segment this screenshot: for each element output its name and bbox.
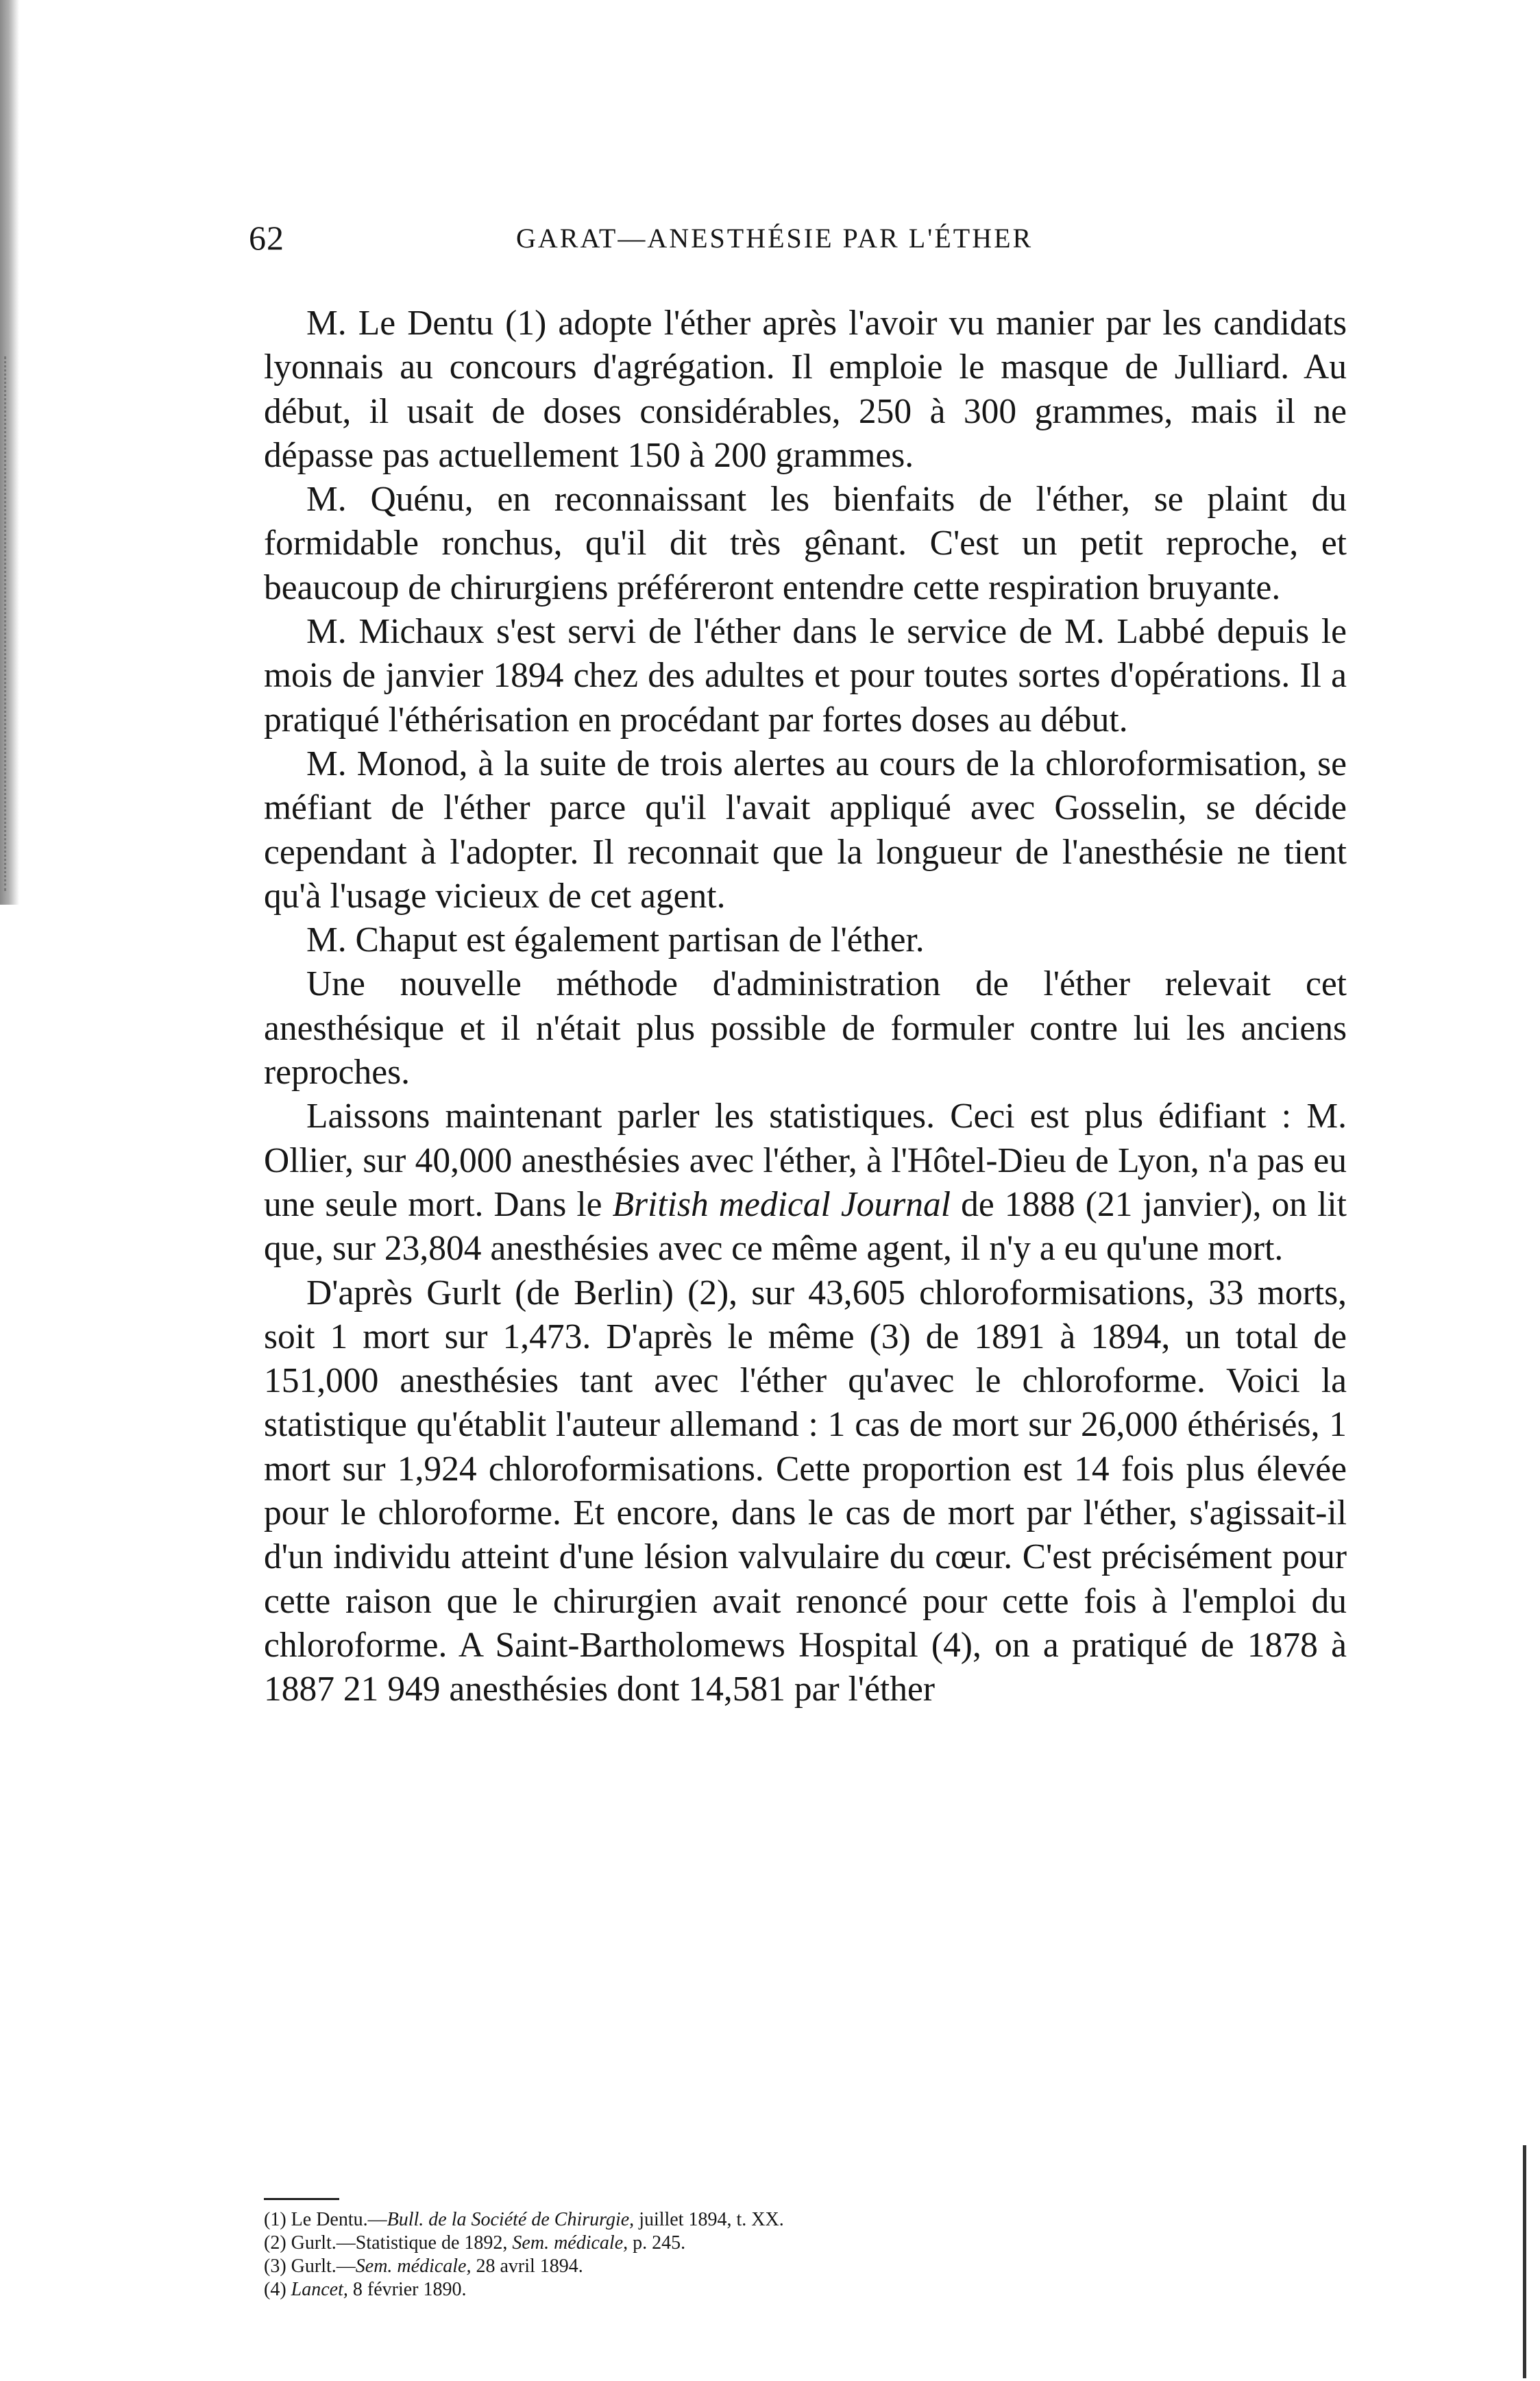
footnote-2 <box>264 2232 1292 2255</box>
running-head: GARAT—ANESTHÉSIE PAR L'ÉTHER <box>516 223 1034 254</box>
footnote-1 <box>264 2208 1292 2232</box>
footnote-number: (2) <box>264 2232 286 2254</box>
paragraph-quenu: M. Quénu, en reconnaissant les bienfaits de l'éther, se plaint du formidable ronchus, qu'il dit très gênant. C'est un petit reproche, et beaucoup de chirurgiens préféreront entendre cette respiration bruyante. <box>264 480 1347 607</box>
footnote-source: Lancet, <box>291 2279 348 2300</box>
body-text <box>264 302 1347 1712</box>
footnote-number: (1) <box>264 2209 286 2230</box>
scan-edge-specks <box>4 356 8 891</box>
footnote-detail: Statistique de 1892, <box>355 2232 513 2254</box>
statistics-text-start: Laissons maintenant parler les statistiques. Ceci est plus édifiant : M. Ollier, sur 40,000 anesthésies avec l'éther, à l'Hôtel-Dieu de Lyon, n'a pas eu une seule mort. Dans le <box>264 1097 1347 1224</box>
footnote-3 <box>264 2255 1292 2278</box>
statistics-text-end: de 1888 (21 janvier), on lit que, sur 23,804 anesthésies avec ce même agent, il n'y a eu qu'une mort. <box>264 1184 1347 1269</box>
footnote-author: Gurlt.— <box>291 2256 356 2277</box>
paragraph-gurlt: D'après Gurlt (de Berlin) (2), sur 43,605 chloroformisations, 33 morts, soit 1 mort sur 1,473. D'après le même (3) de 1891 à 1894, un total de 151,000 anesthésies tant avec l'éther qu'avec le chloroforme. Voici la statistique qu'établit l'auteur allemand : 1 cas de mort sur 26,000 éthérisés, 1 mort sur 1,924 chloroformisations. Cette proportion est 14 fois plus élevée pour le chloroforme. Et encore, dans le cas de mort par l'éther, s'agissait-il d'un individu atteint d'une lésion valvulaire du cœur. C'est précisément pour cette raison que le chirurgien avait renoncé pour cette fois à l'emploi du chloroforme. A Saint-Bartholomews Hospital (4), on a pratiqué de 1878 à 1887 21 949 anesthésies dont 14,581 par l'éther <box>264 1273 1347 1709</box>
footnote-source: Sem. médicale, <box>512 2232 628 2254</box>
paragraph-statistics <box>264 1095 1347 1271</box>
footnote-author: Gurlt.— <box>291 2232 356 2254</box>
paragraph-le-dentu: M. Le Dentu (1) adopte l'éther après l'avoir vu manier par les candidats lyonnais au concours d'agrégation. Il emploie le masque de Julliard. Au début, il usait de doses considérables, 250 à 300 grammes, mais il ne dépasse pas actuellement 150 à 200 grammes. <box>264 304 1347 475</box>
scan-edge-shadow <box>0 0 19 905</box>
footnotes <box>264 2208 1292 2301</box>
footnote-number: (4) <box>264 2279 286 2300</box>
page-header <box>249 218 1359 259</box>
footnote-detail: 8 février 1890. <box>347 2279 467 2300</box>
footnote-author: Le Dentu.— <box>291 2209 387 2230</box>
footnote-detail: 28 avril 1894. <box>471 2256 583 2277</box>
footnote-detail: juillet 1894, t. XX. <box>634 2209 784 2230</box>
page-number: 62 <box>249 219 284 257</box>
footnote-source: Bull. de la Société de Chirurgie, <box>387 2209 635 2230</box>
footnote-page: p. 245. <box>628 2232 686 2254</box>
paragraph-monod: M. Monod, à la suite de trois alertes au cours de la chloroformisation, se méfiant de l'éther parce qu'il l'avait appliqué avec Gosselin, se décide cependant à l'adopter. Il reconnait que la longueur de l'anesthésie ne tient qu'à l'usage vicieux de cet agent. <box>264 744 1347 916</box>
footnote-source: Sem. médicale, <box>355 2256 472 2277</box>
footnote-number: (3) <box>264 2256 286 2277</box>
scan-right-edge-mark <box>1523 2145 1526 2378</box>
journal-title: British medical Journal <box>612 1184 951 1224</box>
paragraph-chaput: M. Chaput est également partisan de l'éther. <box>306 920 925 960</box>
footnote-4 <box>264 2278 1292 2301</box>
footnote-rule <box>264 2198 339 2200</box>
paragraph-michaux: M. Michaux s'est servi de l'éther dans le service de M. Labbé depuis le mois de janvier 1894 chez des adultes et pour toutes sortes d'opérations. Il a pratiqué l'éthérisation en procédant par fortes doses au début. <box>264 612 1347 740</box>
paragraph-new-method: Une nouvelle méthode d'administration de l'éther relevait cet anesthésique et il n'était plus possible de formuler contre lui les anciens reproches. <box>264 964 1347 1092</box>
